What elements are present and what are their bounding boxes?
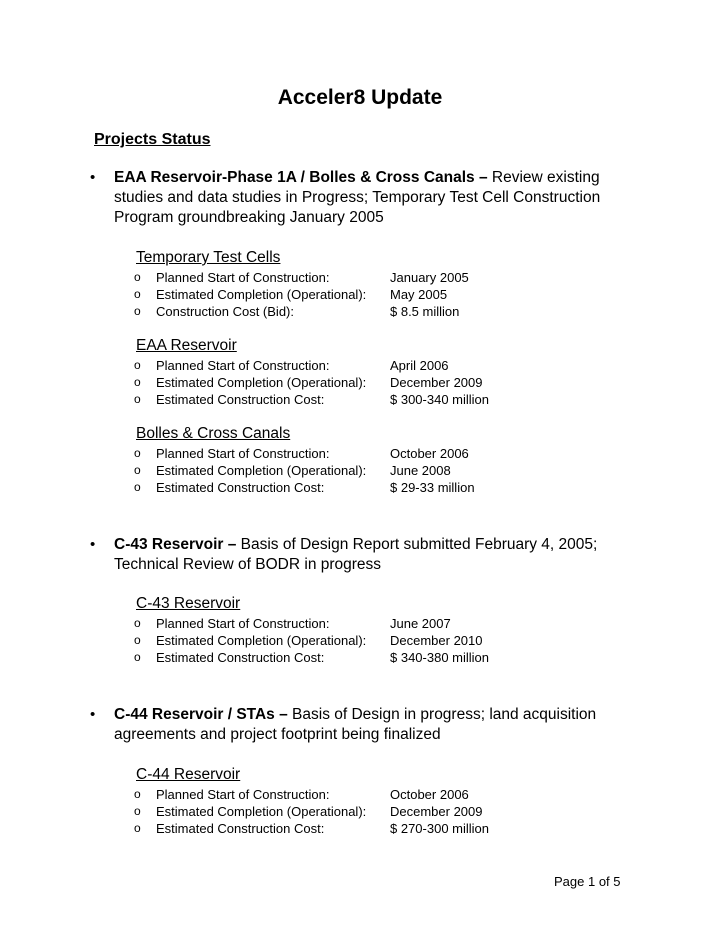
row-value: $ 300-340 million — [390, 392, 490, 407]
circle-bullet-icon: o — [134, 480, 141, 494]
group-title: C-44 Reservoir — [136, 766, 241, 783]
project-heading: C-43 Reservoir – — [114, 536, 237, 553]
schedule-row — [136, 479, 556, 496]
circle-bullet-icon: o — [134, 463, 141, 477]
project-description — [114, 705, 610, 745]
schedule-row — [136, 269, 556, 286]
row-value: $ 29-33 million — [390, 480, 475, 495]
project-text: Basis of Design in progress; land acquisition agreements and project footprint being finalized — [114, 706, 597, 743]
project-bullet-c43 — [90, 535, 610, 575]
row-value: $ 270-300 million — [390, 821, 490, 836]
schedule-row — [136, 820, 556, 837]
row-label: Estimated Completion (Operational): — [156, 463, 367, 478]
schedule-row — [136, 303, 556, 320]
row-value: June 2008 — [390, 463, 451, 478]
document-title: Acceler8 Update — [277, 86, 443, 109]
schedule-row — [136, 786, 556, 803]
row-value: October 2006 — [390, 446, 469, 461]
row-value: December 2009 — [390, 375, 483, 390]
circle-bullet-icon: o — [134, 287, 141, 301]
page-number: Page 1 of 5 — [554, 874, 621, 889]
schedule-row — [136, 615, 556, 632]
project-heading: EAA Reservoir-Phase 1A / Bolles & Cross Canals – — [114, 169, 488, 186]
project-heading: C-44 Reservoir / STAs – — [114, 706, 288, 723]
row-label: Estimated Construction Cost: — [156, 650, 325, 665]
bullet-marker: • — [90, 706, 96, 723]
row-value: October 2006 — [390, 787, 469, 802]
schedule-row — [136, 374, 556, 391]
circle-bullet-icon: o — [134, 446, 141, 460]
circle-bullet-icon: o — [134, 358, 141, 372]
row-label: Estimated Completion (Operational): — [156, 375, 367, 390]
row-value: $ 340-380 million — [390, 650, 490, 665]
schedule-row — [136, 803, 556, 820]
schedule-row — [136, 649, 556, 666]
circle-bullet-icon: o — [134, 304, 141, 318]
circle-bullet-icon: o — [134, 392, 141, 406]
schedule-row — [136, 462, 556, 479]
row-value: December 2009 — [390, 804, 483, 819]
project-description — [114, 535, 610, 575]
project-text: Basis of Design Report submitted February 4, 2005; Technical Review of BODR in progress — [114, 536, 598, 573]
circle-bullet-icon: o — [134, 270, 141, 284]
row-label: Estimated Construction Cost: — [156, 392, 325, 407]
schedule-row — [136, 445, 556, 462]
schedule-group — [136, 594, 556, 666]
schedule-row — [136, 357, 556, 374]
row-label: Estimated Completion (Operational): — [156, 804, 367, 819]
row-label: Planned Start of Construction: — [156, 616, 330, 631]
row-label: Estimated Completion (Operational): — [156, 633, 367, 648]
circle-bullet-icon: o — [134, 650, 141, 664]
circle-bullet-icon: o — [134, 787, 141, 801]
project-text: Review existing studies and data studies in Progress; Temporary Test Cell Construction Program groundbreaking January 2005 — [114, 169, 601, 226]
row-value: May 2005 — [390, 287, 448, 302]
row-label: Planned Start of Construction: — [156, 358, 330, 373]
section-heading: Projects Status — [94, 131, 211, 148]
group-title: Bolles & Cross Canals — [136, 425, 291, 442]
project-bullet-c44 — [90, 705, 610, 745]
circle-bullet-icon: o — [134, 804, 141, 818]
group-title: EAA Reservoir — [136, 337, 237, 354]
row-label: Estimated Construction Cost: — [156, 821, 325, 836]
schedule-group — [136, 336, 556, 408]
schedule-row — [136, 391, 556, 408]
circle-bullet-icon: o — [134, 821, 141, 835]
project-description — [114, 168, 610, 228]
project-bullet-eaa — [90, 168, 610, 228]
row-value: June 2007 — [390, 616, 451, 631]
schedule-row — [136, 286, 556, 303]
group-title: Temporary Test Cells — [136, 249, 281, 266]
schedule-group — [136, 424, 556, 496]
row-label: Estimated Completion (Operational): — [156, 287, 367, 302]
schedule-group — [136, 248, 556, 320]
circle-bullet-icon: o — [134, 375, 141, 389]
schedule-row — [136, 632, 556, 649]
row-label: Estimated Construction Cost: — [156, 480, 325, 495]
circle-bullet-icon: o — [134, 633, 141, 647]
row-label: Planned Start of Construction: — [156, 270, 330, 285]
row-value: December 2010 — [390, 633, 483, 648]
circle-bullet-icon: o — [134, 616, 141, 630]
bullet-marker: • — [90, 169, 96, 186]
row-value: $ 8.5 million — [390, 304, 460, 319]
row-value: January 2005 — [390, 270, 469, 285]
bullet-marker: • — [90, 536, 96, 553]
row-label: Planned Start of Construction: — [156, 446, 330, 461]
group-title: C-43 Reservoir — [136, 595, 241, 612]
row-value: April 2006 — [390, 358, 449, 373]
row-label: Construction Cost (Bid): — [156, 304, 294, 319]
schedule-group — [136, 765, 556, 837]
row-label: Planned Start of Construction: — [156, 787, 330, 802]
